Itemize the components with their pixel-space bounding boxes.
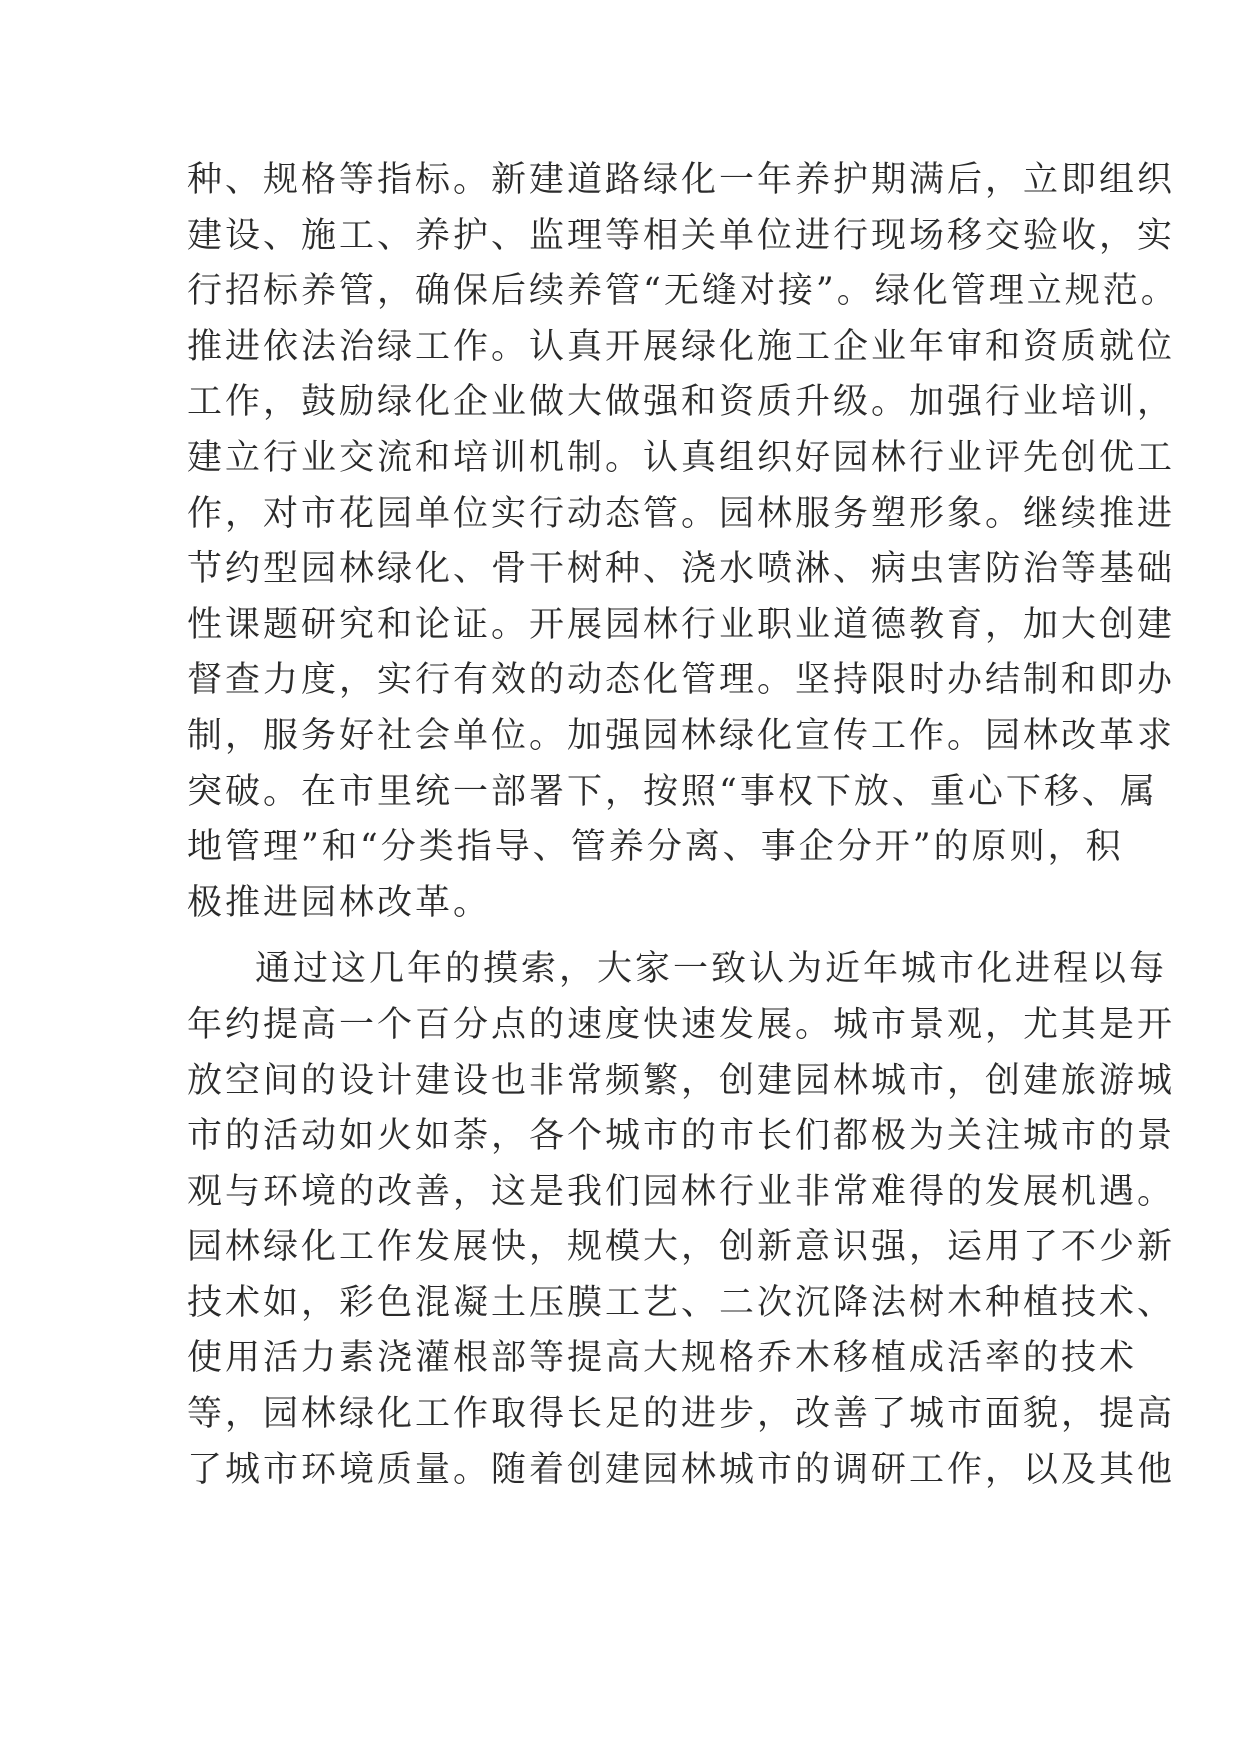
body-text [187, 153, 1179, 1498]
text-line: 极推进园林改革。 [187, 882, 492, 923]
text-line: 了城市环境质量。随着创建园林城市的调研工作，以及其他 [187, 1449, 1176, 1490]
text-line: 性课题研究和论证。开展园林行业职业道德教育，加大创建 [187, 604, 1176, 645]
text-line-indented: 通过这几年的摸索，大家一致认为近年城市化进程以每 [255, 949, 1168, 990]
paragraph-2 [187, 942, 1176, 1498]
text-line: 放空间的设计建设也非常频繁，创建园林城市，创建旅游城 [187, 1060, 1176, 1101]
text-line: 作，对市花园单位实行动态管。园林服务塑形象。继续推进 [187, 493, 1176, 534]
text-line: 突破。在市里统一部署下，按照“事权下放、重心下移、属 [187, 771, 1158, 812]
text-line: 市的活动如火如荼，各个城市的市长们都极为关注城市的景 [187, 1116, 1176, 1157]
text-line: 建设、施工、养护、监理等相关单位进行现场移交验收，实 [187, 215, 1176, 256]
text-line: 推进依法治绿工作。认真开展绿化施工企业年审和资质就位 [187, 326, 1176, 367]
text-line: 制，服务好社会单位。加强园林绿化宣传工作。园林改革求 [187, 715, 1176, 756]
text-line: 园林绿化工作发展快，规模大，创新意识强，运用了不少新 [187, 1227, 1176, 1268]
text-line: 等，园林绿化工作取得长足的进步，改善了城市面貌，提高 [187, 1394, 1176, 1435]
text-line: 行招标养管，确保后续养管“无缝对接”。绿化管理立规范。 [187, 271, 1179, 312]
text-line: 督查力度，实行有效的动态化管理。坚持限时办结制和即办 [187, 660, 1176, 701]
text-line: 观与环境的改善，这是我们园林行业非常难得的发展机遇。 [187, 1171, 1176, 1212]
text-line: 建立行业交流和培训机制。认真组织好园林行业评先创优工 [187, 437, 1176, 478]
text-line: 使用活力素浇灌根部等提高大规格乔木移植成活率的技术 [187, 1338, 1138, 1379]
paragraph-gap [187, 931, 1067, 942]
text-line: 年约提高一个百分点的速度快速发展。城市景观，尤其是开 [187, 1004, 1176, 1045]
text-line: 地管理”和“分类指导、管养分离、事企分开”的原则，积 [187, 827, 1124, 868]
text-line: 节约型园林绿化、骨干树种、浇水喷淋、病虫害防治等基础 [187, 549, 1176, 590]
text-line: 种、规格等指标。新建道路绿化一年养护期满后，立即组织 [187, 160, 1176, 200]
text-line: 技术如，彩色混凝土压膜工艺、二次沉降法树木种植技术、 [187, 1282, 1176, 1323]
text-line: 工作，鼓励绿化企业做大做强和资质升级。加强行业培训， [187, 382, 1176, 423]
paragraph-1 [187, 153, 1179, 931]
